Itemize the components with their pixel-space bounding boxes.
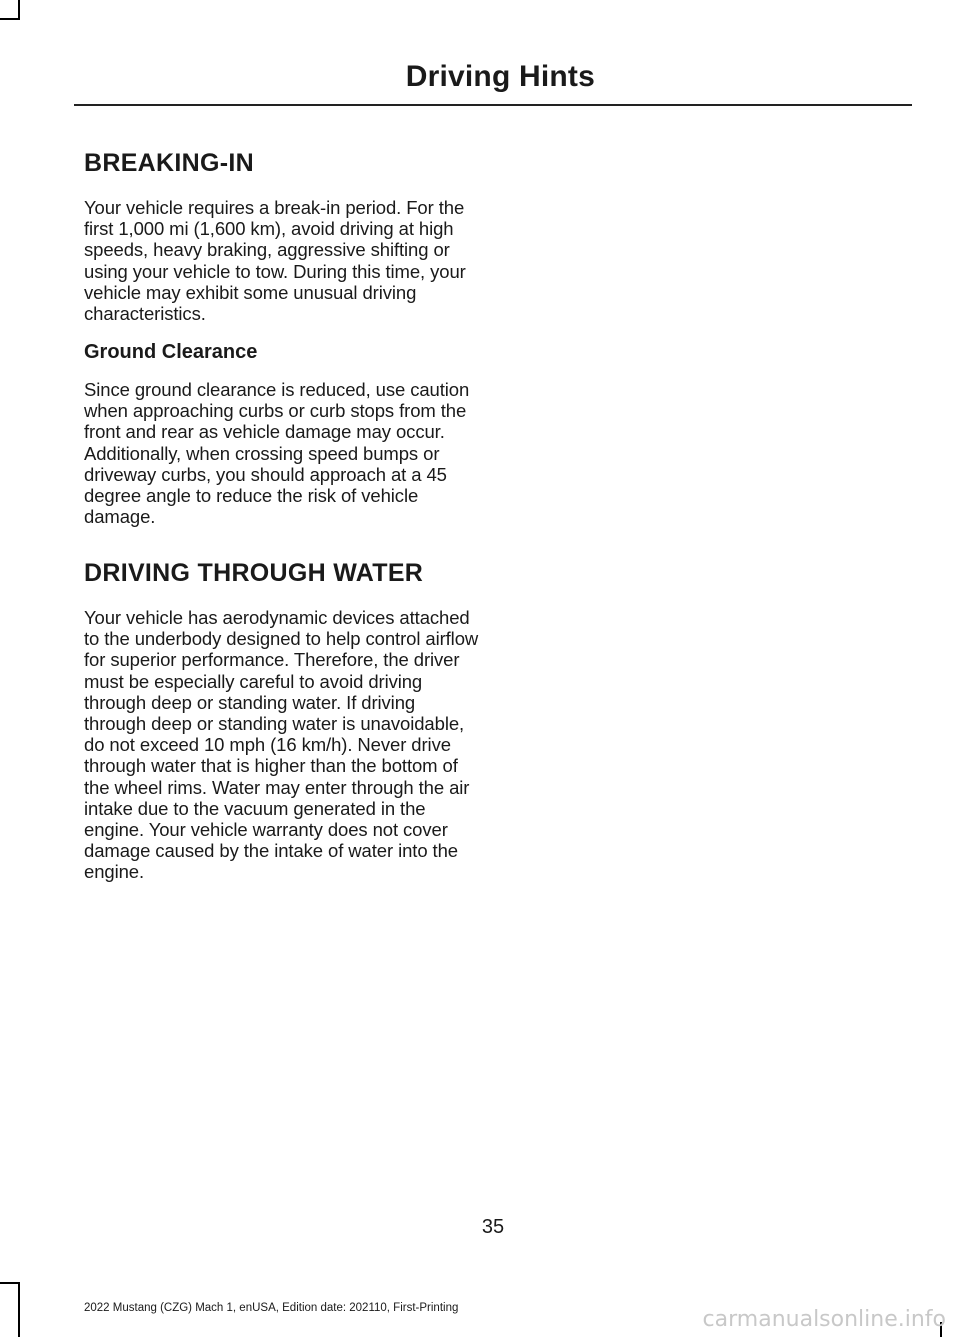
page-header-title: Driving Hints	[405, 60, 595, 93]
driving-through-water-paragraph: Your vehicle has aerodynamic devices attached to the underbody designed to help control airflow for superior performance. Therefore, the driver must be especially careful to avoid driving through deep or standing water. If driving through deep or standing water is unavoidable, do not exceed 10 mph (16 km/h). Never drive through water that is higher than the bottom of the wheel rims. Water may enter through the air intake due to the vacuum generated in the engine. Your vehicle warranty does not cover damage caused by the intake of water into the engine.	[84, 607, 479, 883]
breaking-in-paragraph: Your vehicle requires a break-in period. For the first 1,000 mi (1,600 km), avoid driving at high speeds, heavy braking, aggressive shifting or using your vehicle to tow. During this time, your vehicle may exhibit some unusual driving characteristics.	[84, 197, 466, 325]
content-column	[84, 149, 480, 178]
content-column	[84, 341, 480, 364]
crop-mark	[18, 1282, 20, 1337]
subheading-ground-clearance: Ground Clearance	[84, 341, 258, 363]
footer-edition-info: 2022 Mustang (CZG) Mach 1, enUSA, Edition date: 202110, First-Printing	[84, 1302, 459, 1314]
content-column	[84, 379, 480, 527]
section-heading-breaking-in: BREAKING-IN	[84, 149, 254, 177]
crop-mark	[18, 0, 20, 18]
ground-clearance-paragraph: Since ground clearance is reduced, use caution when approaching curbs or curb stops from the front and rear as vehicle damage may occur. Additionally, when crossing speed bumps or driveway curbs, you should approach at a 45 degree angle to reduce the risk of vehicle damage.	[84, 379, 470, 528]
header-divider	[74, 104, 912, 106]
watermark: carmanualsonline.info	[702, 1307, 946, 1332]
section-heading-driving-through-water: DRIVING THROUGH WATER	[84, 559, 424, 587]
content-column	[84, 607, 480, 883]
page-number: 35	[481, 1216, 505, 1238]
crop-mark	[0, 18, 20, 20]
crop-mark	[0, 1282, 20, 1284]
content-column	[84, 559, 480, 588]
content-column	[84, 197, 480, 324]
